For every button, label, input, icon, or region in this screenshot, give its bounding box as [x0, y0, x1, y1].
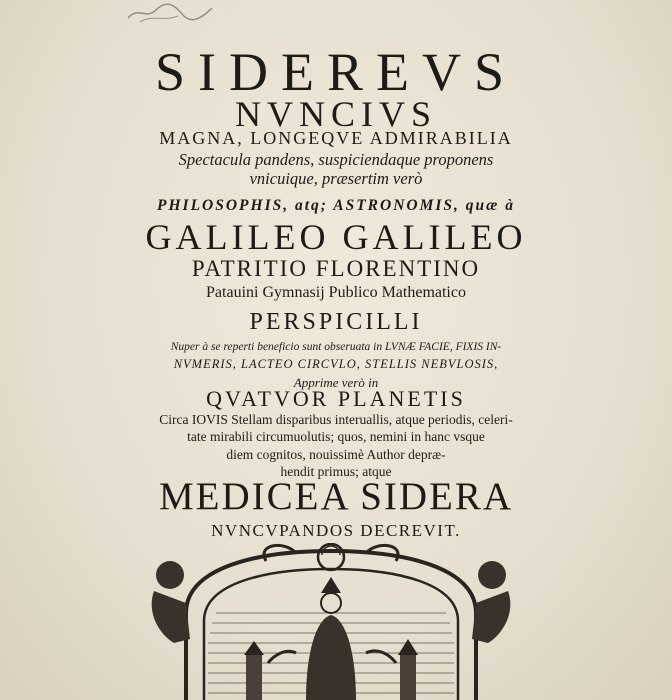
text-nuper: Nuper à se reperti beneficio sunt obseruata in LVNÆ FACIE, FIXIS IN- [170, 341, 502, 353]
text-apprime: Apprime verò in [293, 375, 379, 390]
text-nuncupandos: NVNCVPANDOS DECREVIT. [211, 521, 461, 540]
text-circa-iovis: Circa IOVIS Stellam disparibus interuallis, atque periodis, celeri- [159, 412, 513, 427]
author-name: GALILEO GALILEO [145, 217, 527, 257]
text-vnicuique: vnicuique, præsertim verò [249, 169, 423, 188]
author-patritio: PATRITIO FLORENTINO [191, 256, 481, 281]
pencil-scribble-mark [120, 0, 230, 24]
subtitle-magna: MAGNA, LONGEQVE ADMIRABILIA [159, 128, 513, 148]
text-philosophis: PHILOSOPHIS, atq; ASTRONOMIS, quæ à [157, 197, 515, 214]
text-diem-cognitos: diem cognitos, nouissimè Author depræ- [226, 447, 446, 462]
text-spectacula: Spectacula pandens, suspiciendaque proponens [178, 150, 494, 169]
title-nuncius: NVNCIVS [234, 94, 437, 134]
text-tate-mirabili: tate mirabili circumuolutis; quos, nemini in hanc vsque [187, 429, 485, 444]
engraved-emblem-image [146, 543, 516, 700]
author-affiliation: Patauini Gymnasij Publico Mathematico [206, 284, 466, 301]
text-numeris: NVMERIS, LACTEO CIRCVLO, STELLIS NEBVLOSIS, [173, 357, 499, 371]
title-sidereus: SIDEREVS [154, 42, 518, 102]
heading-perspicilli: PERSPICILLI [249, 309, 423, 335]
heading-medicea-sidera: MEDICEA SIDERA [158, 475, 514, 518]
heading-quatuor-planetis: QVATVOR PLANETIS [206, 386, 466, 411]
text-hendit-primus: hendit primus; atque [280, 464, 392, 479]
